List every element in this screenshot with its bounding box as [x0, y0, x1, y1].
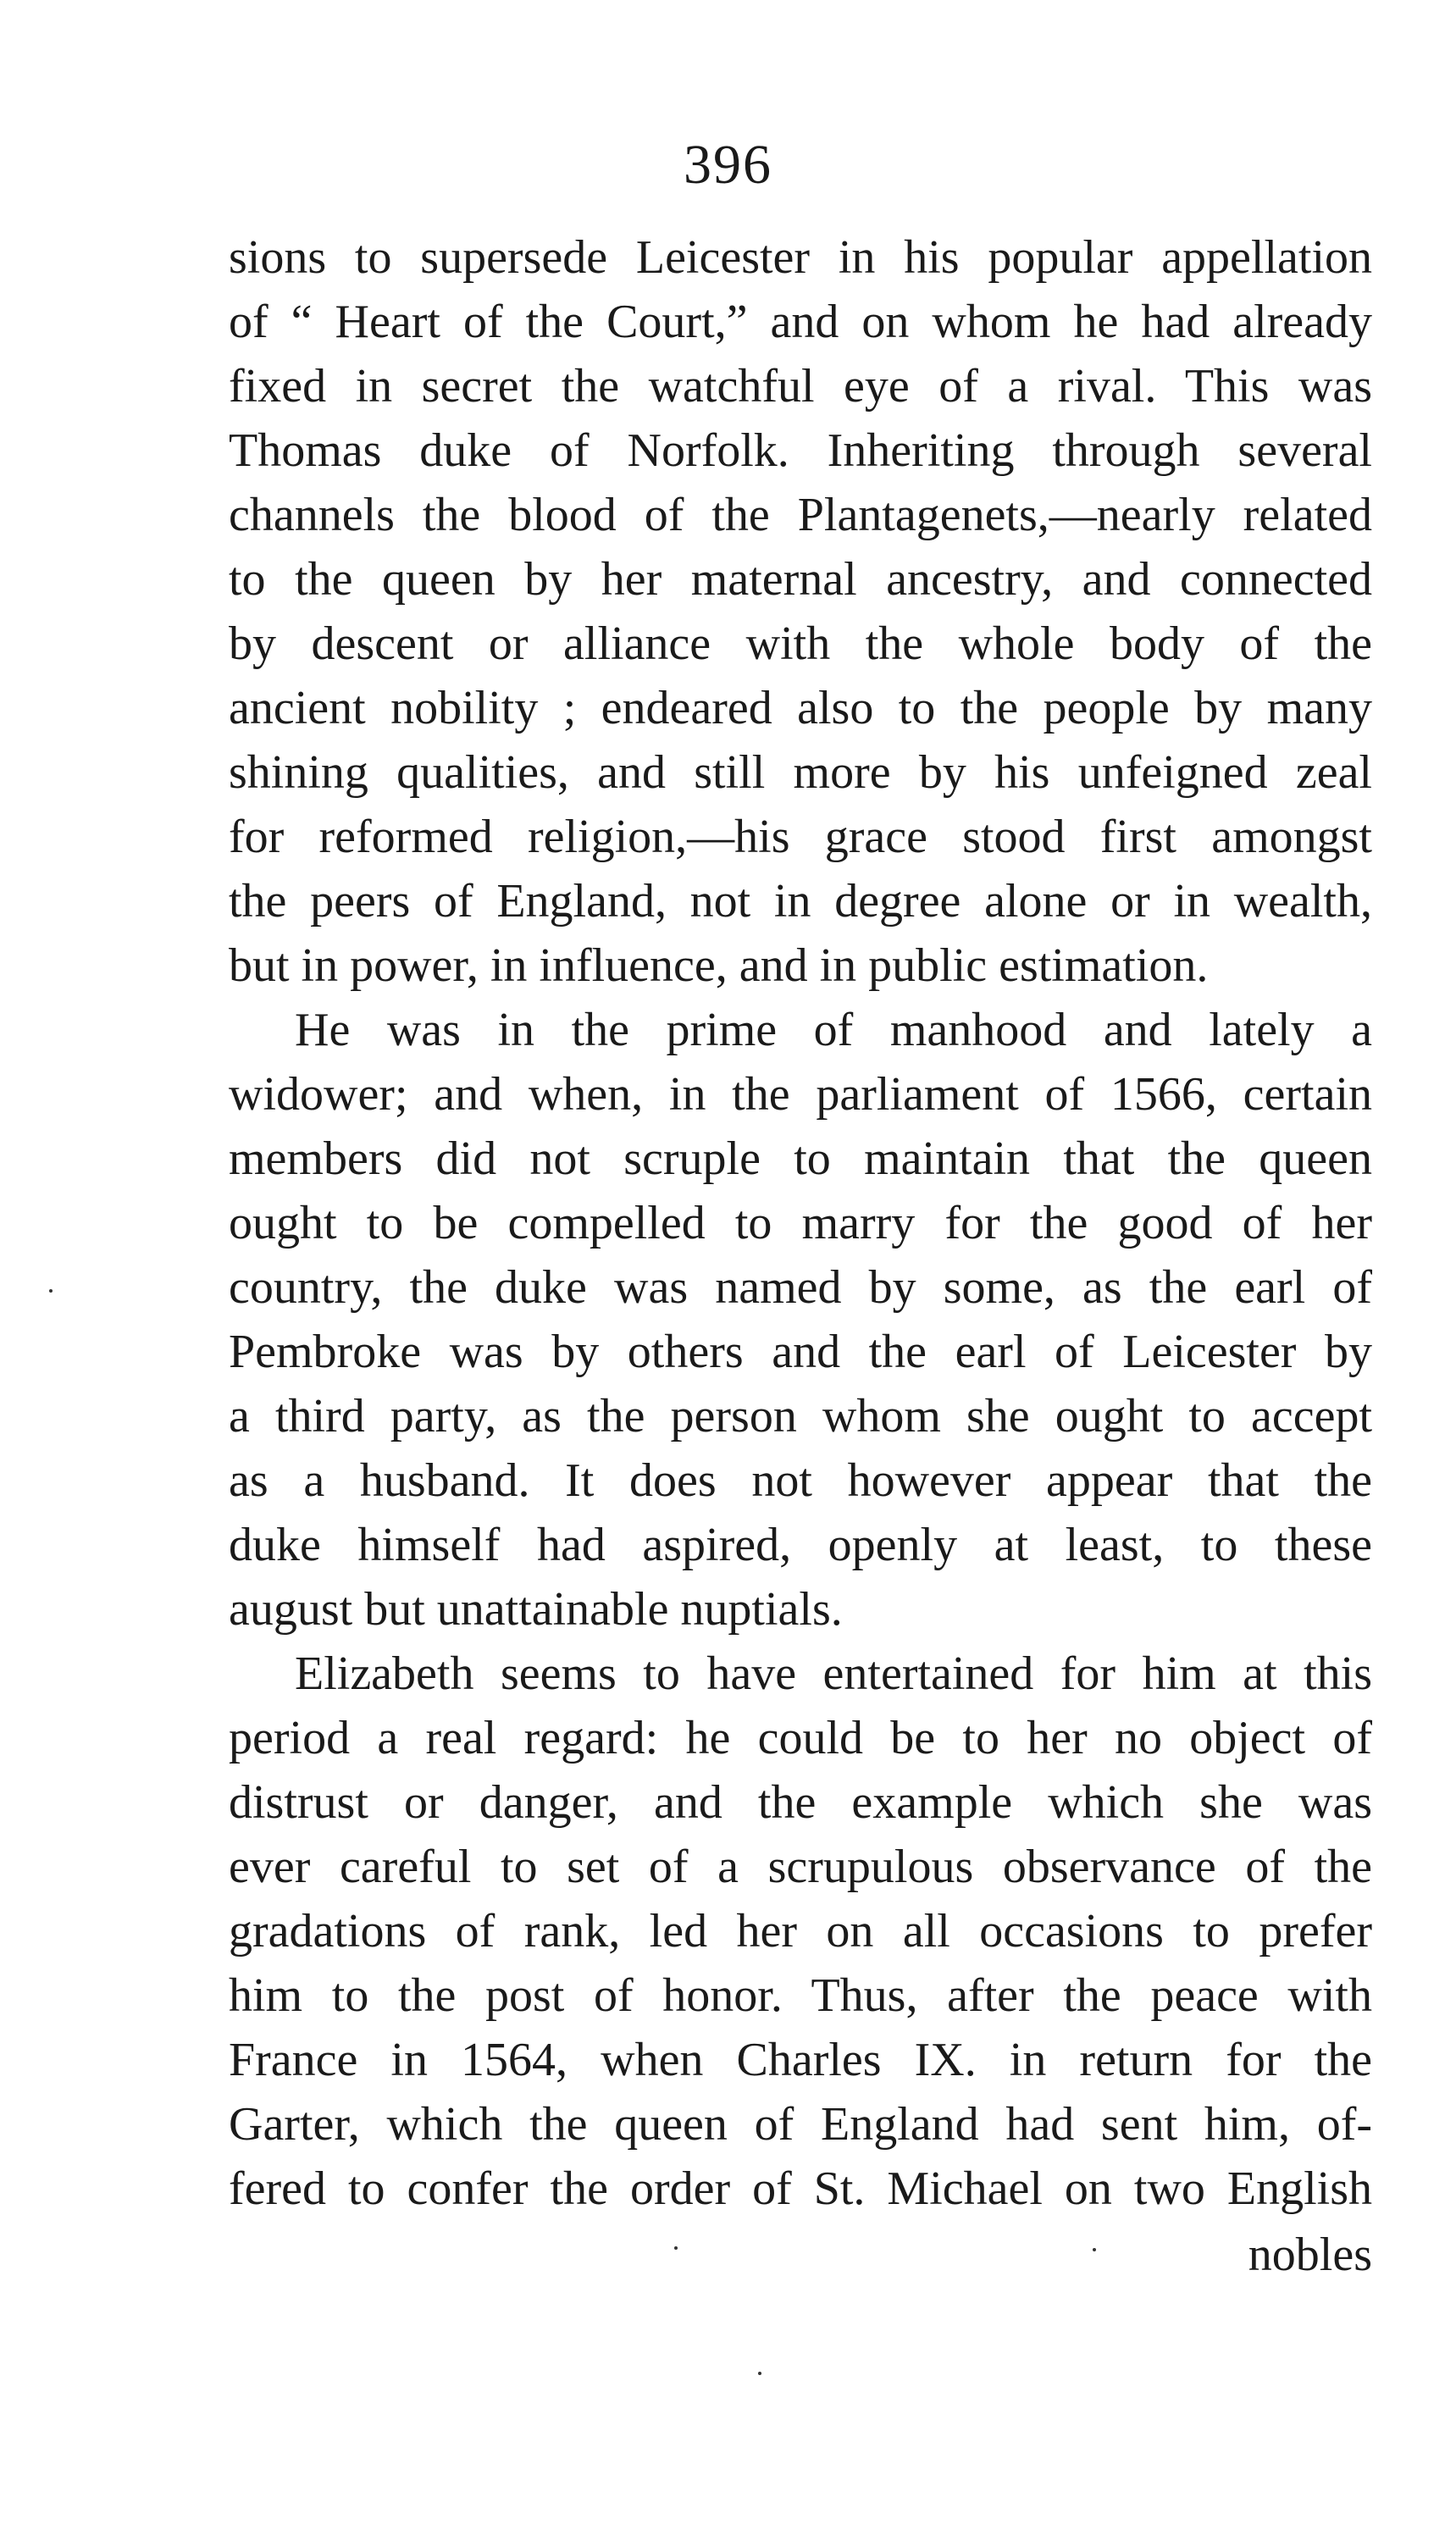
text-line: ever careful to set of a scrupulous observance of the: [229, 1841, 1372, 1893]
print-speck: [758, 2372, 761, 2375]
text-line: fered to confer the order of St. Michael on two English: [229, 2162, 1372, 2215]
text-line: shining qualities, and still more by his unfeigned zeal: [229, 746, 1372, 799]
text-line: a third party, as the person whom she ought to accept: [229, 1390, 1372, 1442]
text-line: period a real regard: he could be to her no object of: [229, 1712, 1372, 1764]
text-line: him to the post of honor. Thus, after the peace with: [229, 1969, 1372, 2022]
text-line: members did not scruple to maintain that the queen: [229, 1132, 1372, 1185]
text-line: gradations of rank, led her on all occasions to prefer: [229, 1905, 1372, 1957]
text-line: distrust or danger, and the example which she was: [229, 1776, 1372, 1829]
text-line: widower; and when, in the parliament of 1566, certain: [229, 1068, 1372, 1121]
text-line: but in power, in influence, and in public estimation.: [229, 939, 1209, 992]
text-line: to the queen by her maternal ancestry, and connected: [229, 553, 1372, 606]
text-line: Thomas duke of Norfolk. Inheriting through several: [229, 424, 1372, 477]
text-line: country, the duke was named by some, as the earl of: [229, 1261, 1372, 1314]
text-line: channels the blood of the Plantagenets,—nearly related: [229, 489, 1372, 541]
page-number: 396: [684, 134, 772, 196]
text-line: France in 1564, when Charles IX. in return for the: [229, 2034, 1372, 2086]
print-speck: [1093, 2248, 1096, 2251]
text-line: Garter, which the queen of England had sent him, of-: [229, 2098, 1372, 2151]
paragraph-first-line: Elizabeth seems to have entertained for him at this: [295, 1647, 1372, 1700]
text-line: for reformed religion,—his grace stood first amongst: [229, 811, 1372, 863]
print-speck: [49, 1289, 53, 1293]
paragraph-first-line: He was in the prime of manhood and lately a: [295, 1004, 1372, 1056]
text-line: Pembroke was by others and the earl of Leicester by: [229, 1326, 1372, 1378]
catchword: nobles: [1248, 2229, 1372, 2281]
print-speck: [674, 2246, 678, 2250]
text-line: fixed in secret the watchful eye of a rival. This was: [229, 360, 1372, 413]
text-line: august but unattainable nuptials.: [229, 1583, 843, 1636]
text-line: ought to be compelled to marry for the good of her: [229, 1197, 1372, 1249]
text-line: as a husband. It does not however appear that the: [229, 1454, 1372, 1507]
text-line: sions to supersede Leicester in his popular appellation: [229, 231, 1372, 284]
text-line: of “ Heart of the Court,” and on whom he had already: [229, 296, 1372, 348]
text-line: duke himself had aspired, openly at least, to these: [229, 1519, 1372, 1571]
text-line: ancient nobility ; endeared also to the people by many: [229, 682, 1372, 734]
text-line: by descent or alliance with the whole body of the: [229, 617, 1372, 670]
text-line: the peers of England, not in degree alone or in wealth,: [229, 875, 1372, 927]
